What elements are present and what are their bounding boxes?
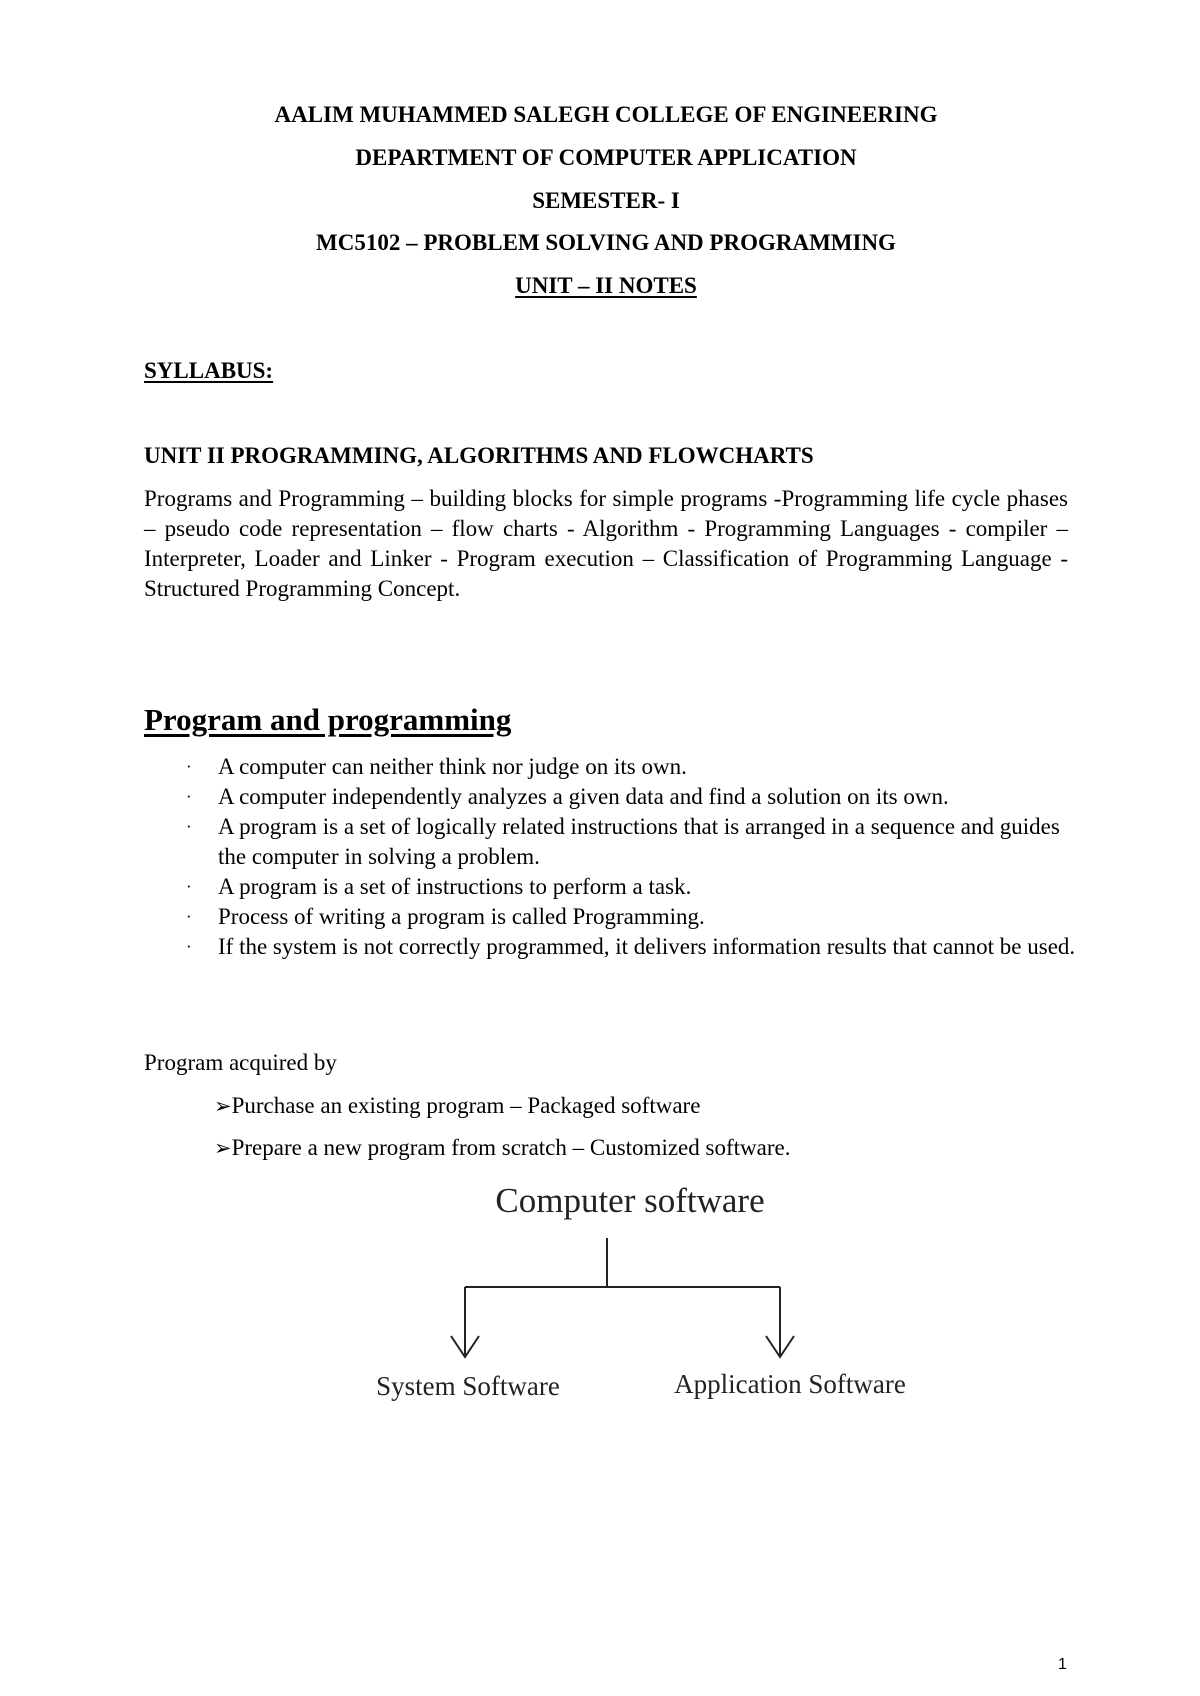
bullet-dot-icon: · <box>186 787 192 806</box>
software-tree-diagram <box>0 1180 1200 1420</box>
bullet-dot-icon: · <box>186 877 192 896</box>
diagram-root-label: Computer software <box>495 1181 765 1220</box>
acquired-item-text: Purchase an existing program – Packaged software <box>231 1093 701 1118</box>
section-title: Program and programming <box>144 702 512 737</box>
program-acquired-label: Program acquired by <box>144 1050 337 1075</box>
bullet-dot-icon: · <box>186 757 192 776</box>
syllabus-label: SYLLABUS: <box>144 358 274 383</box>
diagram-right-label: Application Software <box>674 1369 906 1399</box>
arrow-bullet-icon: ➢ <box>214 1136 232 1160</box>
list-item <box>186 932 1086 962</box>
bullet-text: A computer independently analyzes a given data and find a solution on its own. <box>218 784 949 809</box>
list-item <box>186 812 1086 872</box>
bullet-dot-icon: · <box>186 937 192 956</box>
unit-heading: UNIT II PROGRAMMING, ALGORITHMS AND FLOWCHARTS <box>144 443 814 468</box>
bullet-dot-icon: · <box>186 817 192 836</box>
bullet-list <box>186 752 1086 962</box>
semester: SEMESTER- I <box>532 188 680 213</box>
bullet-text: Process of writing a program is called Programming. <box>218 904 705 929</box>
bullet-text: A program is a set of logically related instructions that is arranged in a sequence and guides the computer in solving a problem. <box>218 814 1060 869</box>
arrow-bullet-icon: ➢ <box>214 1094 232 1118</box>
syllabus-text: Programs and Programming – building blocks for simple programs -Programming life cycle phases – pseudo code representation – flow charts - Algorithm - Programming Languages - compiler – Interpreter, Loader and Linker - Program execution – Classification of Programming Language - Structured Programming Concept. <box>144 486 1068 601</box>
list-item <box>186 872 1086 902</box>
list-item <box>186 902 1086 932</box>
bullet-text: A computer can neither think nor judge on its own. <box>218 754 687 779</box>
department-name: DEPARTMENT OF COMPUTER APPLICATION <box>355 145 857 170</box>
list-item <box>186 782 1086 812</box>
acquired-item <box>214 1135 790 1161</box>
bullet-text: A program is a set of instructions to perform a task. <box>218 874 692 899</box>
acquired-item <box>214 1093 700 1119</box>
acquired-item-text: Prepare a new program from scratch – Customized software. <box>231 1135 791 1160</box>
bullet-text: If the system is not correctly programmed, it delivers information results that cannot be used. <box>218 934 1076 959</box>
unit-notes-heading <box>0 272 1200 300</box>
unit-notes-label: UNIT – II NOTES <box>515 273 697 298</box>
bullet-dot-icon: · <box>186 907 192 926</box>
page-number: 1 <box>1058 1656 1067 1673</box>
diagram-left-label: System Software <box>376 1371 560 1401</box>
college-name: AALIM MUHAMMED SALEGH COLLEGE OF ENGINEERING <box>274 102 938 127</box>
list-item <box>186 752 1086 782</box>
course-title: MC5102 – PROBLEM SOLVING AND PROGRAMMING <box>316 230 896 255</box>
